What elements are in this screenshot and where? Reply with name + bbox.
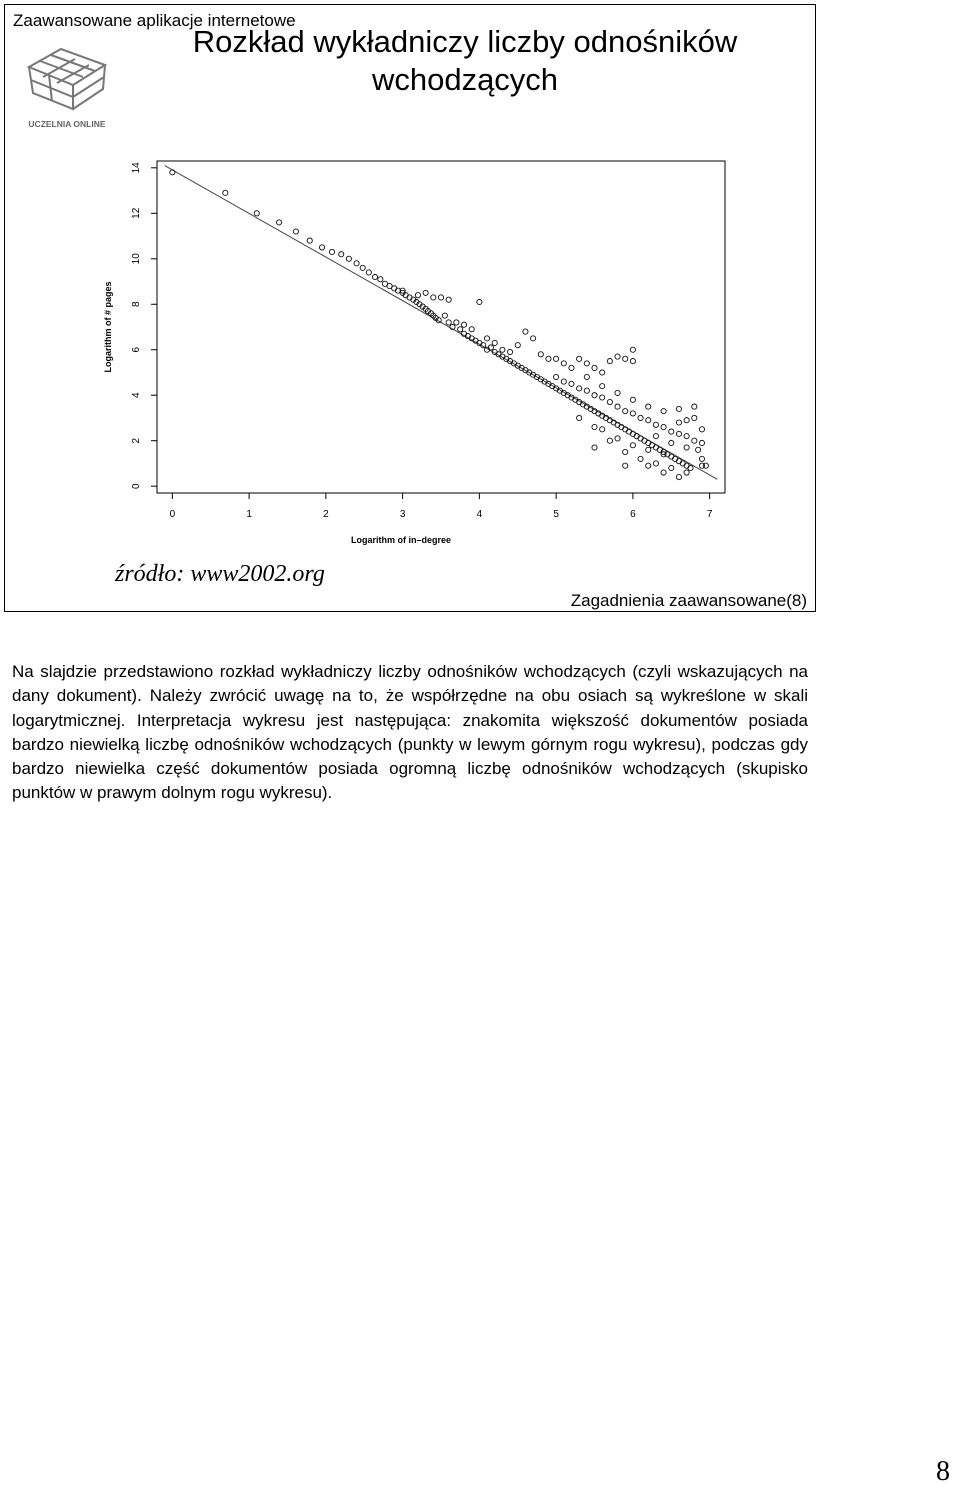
data-point	[653, 422, 658, 427]
x-tick-label: 7	[706, 509, 713, 520]
data-point	[615, 404, 620, 409]
y-tick-label: 8	[131, 301, 142, 308]
data-point	[438, 295, 443, 300]
data-point	[554, 356, 559, 361]
source-caption: źródło: www2002.org	[115, 561, 325, 587]
data-point	[515, 343, 520, 348]
data-point	[615, 354, 620, 359]
data-point	[630, 359, 635, 364]
data-point	[661, 409, 666, 414]
data-point	[646, 418, 651, 423]
page-number: 8	[936, 1456, 950, 1487]
data-point	[638, 415, 643, 420]
data-point	[600, 384, 605, 389]
x-tick-label: 6	[630, 509, 636, 520]
data-point	[523, 329, 528, 334]
data-point	[630, 397, 635, 402]
data-point	[458, 327, 463, 332]
data-point	[699, 427, 704, 432]
x-tick-label: 2	[323, 509, 329, 520]
data-point	[600, 370, 605, 375]
data-point	[577, 415, 582, 420]
data-point	[653, 461, 658, 466]
data-point	[607, 399, 612, 404]
data-point	[615, 436, 620, 441]
description-paragraph: Na slajdzie przedstawiono rozkład wykładniczy liczby odnośników wchodzących (czyli wskazujących na dany dokument). Należy zwrócić uwagę na to, że współrzędne na obu osiach są wykreślone w skali logarytmicznej. Interpretacja wykresu jest następująca: znakomita większość dokumentów posiada bardzo niewielką liczbę odnośników wchodzących (punkty w lewym górnym rogu wykresu), podczas gdy bardzo niewielka część dokumentów posiada ogromną liczbę odnośników wchodzących (skupisko punktów w prawym dolnym rogu wykresu).	[12, 662, 808, 803]
data-point	[329, 249, 334, 254]
y-tick-label: 6	[131, 346, 142, 353]
data-point	[630, 411, 635, 416]
data-point	[630, 443, 635, 448]
data-point	[577, 356, 582, 361]
data-point	[531, 336, 536, 341]
data-point	[592, 393, 597, 398]
data-point	[454, 320, 459, 325]
scatter-chart	[97, 155, 737, 555]
data-point	[339, 252, 344, 257]
data-point	[607, 438, 612, 443]
data-point	[554, 374, 559, 379]
data-point	[600, 395, 605, 400]
data-point	[507, 349, 512, 354]
data-point	[692, 404, 697, 409]
data-point	[676, 406, 681, 411]
data-point	[653, 434, 658, 439]
data-point	[600, 427, 605, 432]
data-point	[676, 474, 681, 479]
data-point	[623, 449, 628, 454]
data-point	[569, 381, 574, 386]
data-point	[623, 409, 628, 414]
data-point	[592, 365, 597, 370]
data-point	[699, 440, 704, 445]
data-point	[469, 327, 474, 332]
data-point	[484, 336, 489, 341]
x-tick-label: 0	[169, 509, 176, 520]
y-tick-label: 4	[131, 392, 142, 399]
data-point	[446, 297, 451, 302]
data-point	[646, 447, 651, 452]
x-tick-label: 4	[476, 509, 483, 520]
grid-logo-icon	[19, 39, 115, 135]
data-point	[584, 361, 589, 366]
data-point	[684, 445, 689, 450]
data-point	[446, 320, 451, 325]
data-point	[692, 438, 697, 443]
data-point	[461, 322, 466, 327]
data-point	[561, 379, 566, 384]
x-tick-label: 3	[399, 509, 406, 520]
data-point	[276, 220, 281, 225]
data-point	[319, 245, 324, 250]
slide-title: Rozkład wykładniczy liczby odnośników wchodzących	[192, 24, 738, 97]
data-point	[500, 347, 505, 352]
data-point	[592, 424, 597, 429]
data-point	[703, 463, 708, 468]
data-point	[669, 465, 674, 470]
data-point	[684, 470, 689, 475]
data-point	[669, 440, 674, 445]
data-point	[676, 431, 681, 436]
data-point	[538, 352, 543, 357]
data-point	[477, 299, 482, 304]
y-tick-label: 2	[131, 437, 142, 444]
slide-frame	[4, 4, 816, 612]
data-point	[630, 347, 635, 352]
x-tick-label: 1	[246, 509, 252, 520]
y-tick-label: 12	[131, 207, 142, 219]
course-title: Zaawansowane aplikacje internetowe	[13, 11, 296, 30]
data-point	[346, 256, 351, 261]
data-point	[676, 420, 681, 425]
data-point	[293, 229, 298, 234]
data-point	[646, 463, 651, 468]
data-point	[366, 270, 371, 275]
data-point	[623, 356, 628, 361]
data-point	[607, 359, 612, 364]
slide-footer: Zagadnienia zaawansowane(8)	[570, 591, 807, 610]
data-point	[254, 211, 259, 216]
data-point	[492, 340, 497, 345]
data-point	[378, 277, 383, 282]
data-point	[646, 404, 651, 409]
data-point	[431, 295, 436, 300]
y-tick-label: 10	[131, 253, 142, 265]
data-point	[577, 386, 582, 391]
data-point	[354, 261, 359, 266]
data-point	[561, 361, 566, 366]
x-tick-label: 5	[553, 509, 559, 520]
data-point	[592, 445, 597, 450]
data-point	[684, 418, 689, 423]
data-point	[661, 424, 666, 429]
x-axis-label: Logarithm of in–degree	[350, 535, 452, 545]
data-point	[696, 447, 701, 452]
data-point	[584, 374, 589, 379]
data-point	[623, 463, 628, 468]
data-point	[442, 313, 447, 318]
data-point	[415, 293, 420, 298]
plot-frame	[157, 161, 725, 493]
data-point	[584, 388, 589, 393]
y-tick-label: 14	[131, 162, 142, 174]
data-point	[223, 190, 228, 195]
y-axis-label: Logarithm of # pages	[103, 281, 113, 373]
data-point	[372, 274, 377, 279]
data-point	[546, 356, 551, 361]
data-point	[360, 265, 365, 270]
data-point	[615, 390, 620, 395]
data-point	[692, 415, 697, 420]
data-point	[423, 290, 428, 295]
data-point	[684, 434, 689, 439]
data-point	[170, 170, 175, 175]
data-point	[569, 365, 574, 370]
data-point	[699, 456, 704, 461]
data-point	[638, 456, 643, 461]
y-tick-label: 0	[131, 483, 142, 489]
data-point	[307, 238, 312, 243]
data-point	[661, 470, 666, 475]
data-point	[669, 429, 674, 434]
logo-text: UCZELNIA ONLINE	[28, 119, 106, 129]
